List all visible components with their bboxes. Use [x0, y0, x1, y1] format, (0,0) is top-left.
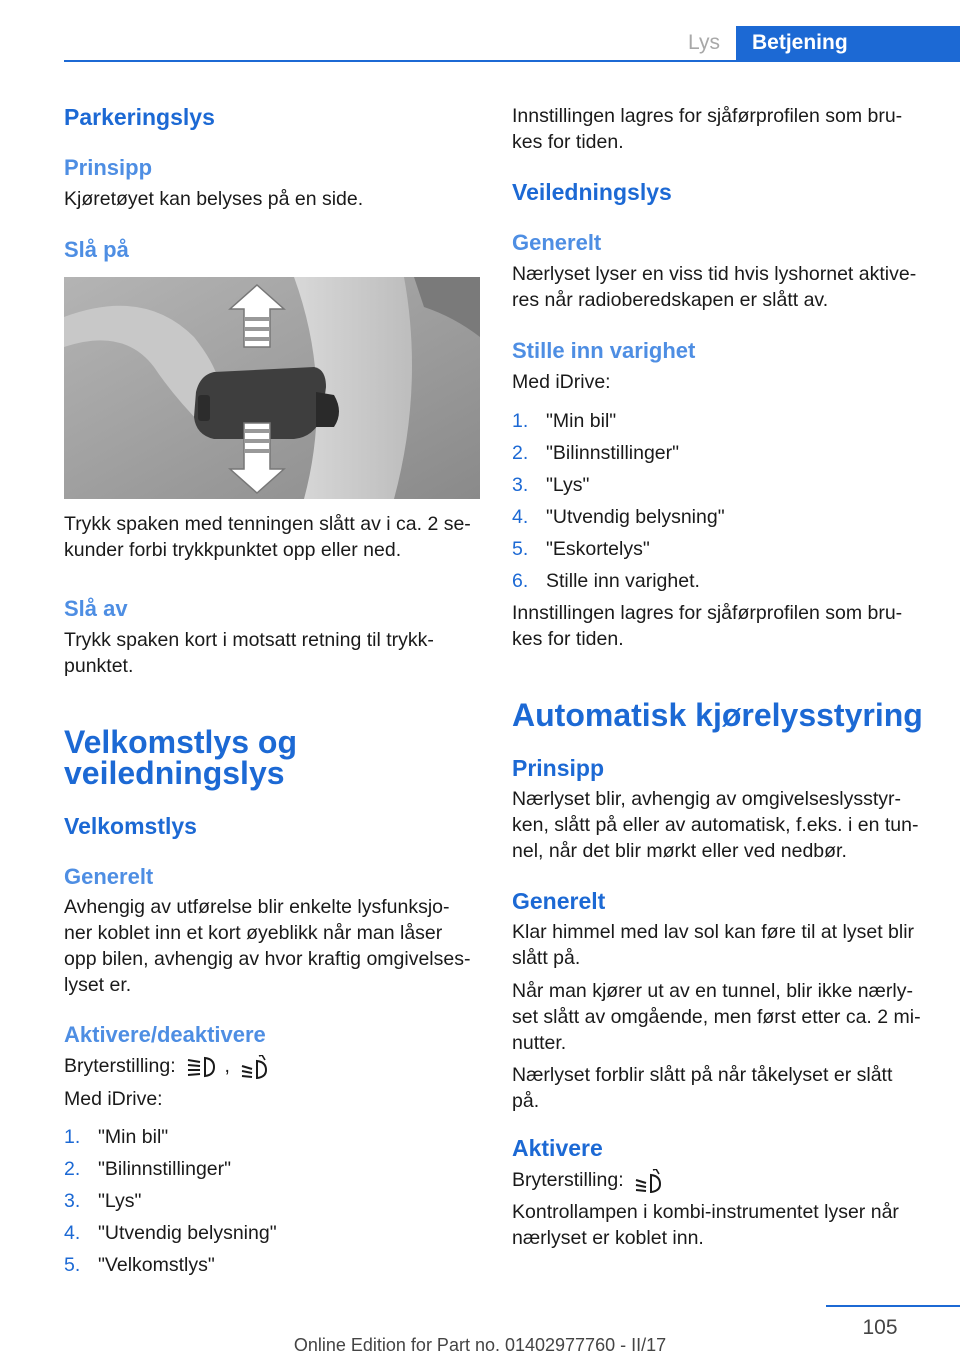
heading-prinsipp: Prinsipp	[64, 155, 153, 180]
parking-light-symbol-icon	[185, 1056, 215, 1078]
heading-automatisk-kjorelysstyring: Automatisk kjørelysstyring	[512, 697, 923, 733]
text-prinsipp-auto-1: Nærlyset blir, avhengig av omgivelseslysstyr‐	[512, 788, 902, 810]
heading-velkomstlys-og-2: veiledningslys	[64, 755, 285, 791]
heading-prinsipp-auto: Prinsipp	[512, 755, 605, 781]
heading-veiledningslys: Veiledningslys	[512, 179, 672, 205]
lever-illustration-icon	[64, 277, 480, 499]
text-kontroll-2: nærlyset er koblet inn.	[512, 1227, 704, 1249]
list-item: 5. "Velkomstlys"	[64, 1254, 215, 1276]
list-item: 2. "Bilinnstillinger"	[512, 442, 680, 464]
footer-edition: Online Edition for Part no. 01402977760 - II/17	[293, 1335, 667, 1355]
footer-rule	[826, 1305, 960, 1307]
text-tunnel-2: set slått av omgående, men først etter ca. 2 mi‐	[512, 1006, 921, 1028]
text-tunnel-3: nutter.	[512, 1032, 567, 1054]
text-prinsipp: Kjøretøyet kan belyses på en side.	[64, 188, 364, 210]
eskortelys-steps-list	[512, 408, 930, 600]
header-chapter-tab: Betjening	[736, 26, 960, 60]
lever-photo	[64, 277, 480, 499]
text-generelt-1: Avhengig av utførelse blir enkelte lysfunksjo‐	[64, 896, 450, 918]
text-generelt-4: lyset er.	[64, 974, 132, 996]
text-sla-av-2: punktet.	[64, 655, 134, 677]
list-item: 4. "Utvendig belysning"	[64, 1222, 277, 1244]
text-veiledning-2: res når radioberedskapen er slått av.	[512, 289, 829, 311]
text-prinsipp-auto-2: ken, slått på eller av automatisk, f.eks. i en tun‐	[512, 814, 919, 836]
text-klar-1: Klar himmel med lav sol kan føre til at lyset blir	[512, 921, 915, 943]
bryter-separator: ,	[224, 1055, 230, 1077]
text-veiledning-1: Nærlyset lyser en viss tid hvis lyshornet aktive‐	[512, 263, 917, 285]
text-bryterstilling-auto	[512, 1167, 667, 1193]
velkomstlys-steps-list	[64, 1124, 482, 1284]
heading-generelt-auto: Generelt	[512, 888, 606, 914]
heading-sla-av: Slå av	[64, 596, 128, 621]
list-item: 4. "Utvendig belysning"	[512, 506, 725, 528]
list-item: 2. "Bilinnstillinger"	[64, 1158, 232, 1180]
list-item: 1. "Min bil"	[64, 1126, 169, 1148]
text-generelt-2: ner koblet inn et kort øyeblikk når man låser	[64, 922, 443, 944]
heading-parkeringslys: Parkeringslys	[64, 104, 215, 130]
text-tunnel-1: Når man kjører ut av en tunnel, blir ikke nærly‐	[512, 980, 913, 1002]
bryter-label-auto: Bryterstilling:	[512, 1169, 624, 1191]
heading-velkomstlys: Velkomstlys	[64, 813, 197, 839]
page-header	[0, 0, 960, 62]
heading-sla-pa: Slå på	[64, 237, 129, 262]
heading-stille-inn-varighet: Stille inn varighet	[512, 338, 696, 363]
text-lagres2-2: kes for tiden.	[512, 628, 624, 650]
text-med-idrive: Med iDrive:	[64, 1088, 163, 1110]
heading-generelt: Generelt	[64, 864, 154, 889]
text-bryterstilling	[64, 1053, 273, 1079]
page-number: 105	[862, 1316, 898, 1339]
text-sla-pa-2: kunder forbi trykkpunktet opp eller ned.	[64, 539, 402, 561]
text-sla-pa-1: Trykk spaken med tenningen slått av i ca. 2 se‐	[64, 513, 471, 535]
list-item: 1. "Min bil"	[512, 410, 617, 432]
auto-headlight-symbol-icon	[633, 1169, 663, 1193]
list-item: 3. "Lys"	[64, 1190, 142, 1212]
bryter-label: Bryterstilling:	[64, 1055, 176, 1077]
heading-velkomstlys-og-1: Velkomstlys og	[64, 724, 297, 760]
list-item: 3. "Lys"	[512, 474, 590, 496]
text-lagres-2: kes for tiden.	[512, 131, 624, 153]
text-lagres-1: Innstillingen lagres for sjåførprofilen som bru‐	[512, 105, 903, 127]
heading-generelt-veiledning: Generelt	[512, 230, 602, 255]
list-item: 6. Stille inn varighet.	[512, 570, 700, 592]
text-prinsipp-auto-3: nel, når det blir mørkt eller ved nedbør.	[512, 840, 847, 862]
text-med-idrive-right: Med iDrive:	[512, 371, 611, 393]
text-generelt-3: opp bilen, avhengig av hvor kraftig omgivelses‐	[64, 948, 471, 970]
text-sla-av-1: Trykk spaken kort i motsatt retning til trykk‐	[64, 629, 434, 651]
header-rule	[64, 60, 960, 62]
auto-headlight-symbol-icon	[239, 1055, 269, 1079]
text-kontroll-1: Kontrollampen i kombi-instrumentet lyser når	[512, 1201, 899, 1223]
heading-aktivere-deaktivere: Aktivere/deaktivere	[64, 1022, 266, 1047]
list-item: 5. "Eskortelys"	[512, 538, 650, 560]
text-klar-2: slått på.	[512, 947, 581, 969]
text-taake-2: på.	[512, 1090, 540, 1112]
header-section-label: Lys	[688, 31, 720, 54]
text-taake-1: Nærlyset forblir slått på når tåkelyset er slått	[512, 1064, 893, 1086]
text-lagres2-1: Innstillingen lagres for sjåførprofilen som bru‐	[512, 602, 903, 624]
heading-aktivere: Aktivere	[512, 1135, 603, 1161]
